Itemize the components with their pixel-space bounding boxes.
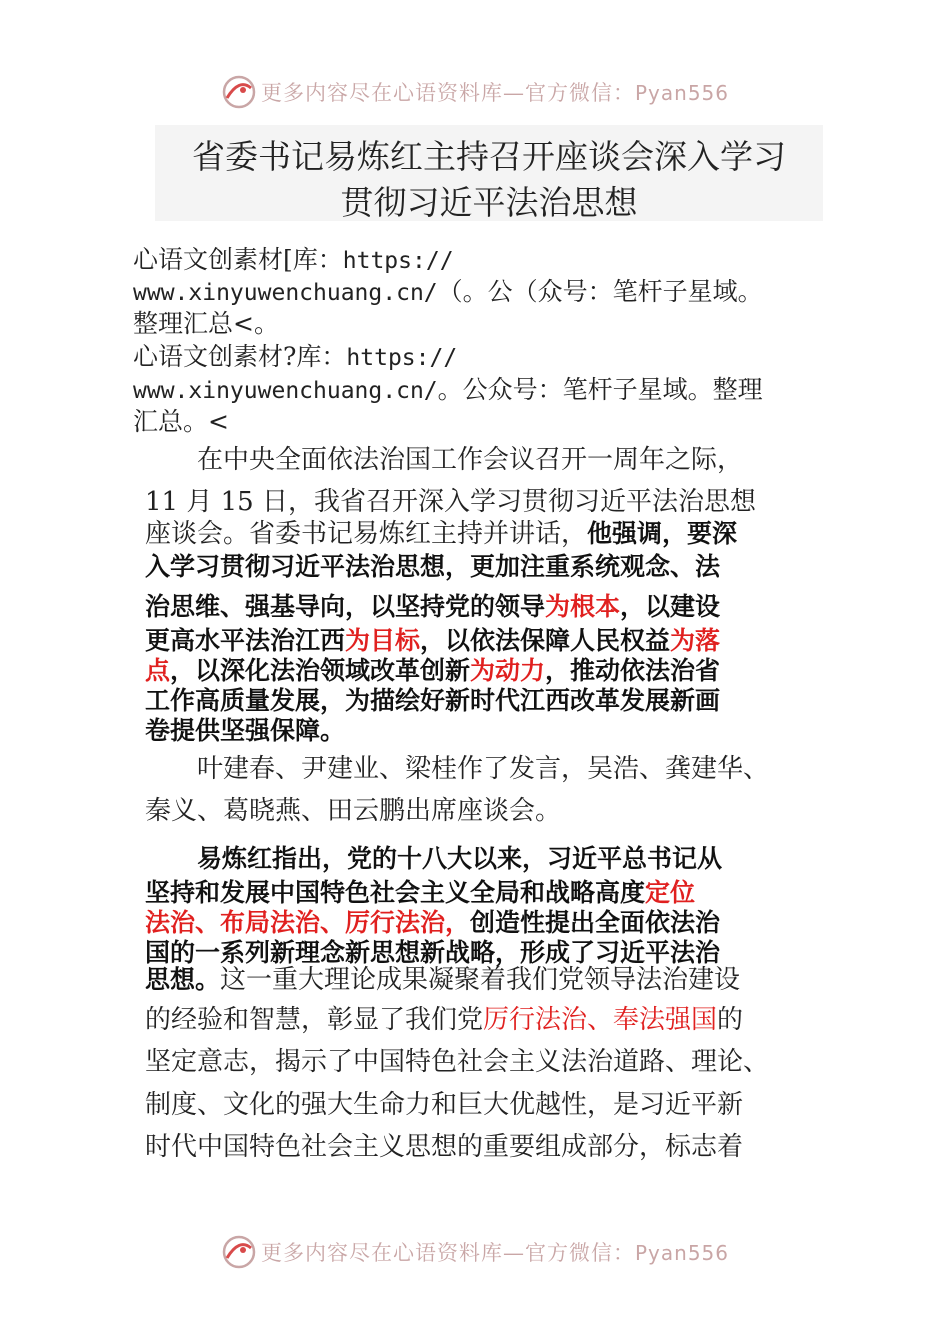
p1-line-2: 11 月 15 日，我省召开深入学习贯彻习近平法治思想 [145, 487, 756, 517]
p1-line-3: 座谈会。省委书记易炼红主持并讲话，他强调，要深 [145, 519, 738, 549]
library-logo-icon [221, 1234, 257, 1270]
source-line-2: www.xinyuwenchuang.cn/（。公（众号：笔杆子星域。 [133, 277, 763, 306]
library-logo-icon [221, 74, 257, 110]
page-title-line-2: 贯彻习近平法治思想 [340, 183, 638, 222]
header-banner [0, 72, 950, 112]
p3-line-8: 制度、文化的强大生命力和巨大优越性，是习近平新 [145, 1090, 744, 1120]
source-line-3: 整理汇总<。 [133, 309, 279, 338]
banner-text: 更多内容尽在心语资料库—官方微信：Pyan556 [260, 81, 729, 105]
p1-line-8: 工作高质量发展，为描绘好新时代江西改革发展新画 [145, 686, 721, 715]
page-title-line-1: 省委书记易炼红主持召开座谈会深入学习 [192, 137, 786, 176]
p1-line-9: 卷提供坚强保障。 [145, 716, 346, 745]
source-line-4: 心语文创素材?库：https:// [133, 342, 458, 371]
p3-line-7: 坚定意志，揭示了中国特色社会主义法治道路、理论、 [145, 1047, 770, 1077]
p3-line-5: 思想。这一重大理论成果凝聚着我们党领导法治建设 [145, 965, 741, 995]
banner-wechat-id: Pyan556 [634, 81, 729, 105]
p1-line-5: 治思维、强基导向，以坚持党的领导为根本，以建设 [145, 592, 721, 621]
banner-text: 更多内容尽在心语资料库—官方微信：Pyan556 [260, 1241, 729, 1265]
p3-line-2: 坚持和发展中国特色社会主义全局和战略高度定位 [145, 878, 696, 907]
p2-line-2: 秦义、葛晓燕、田云鹏出席座谈会。 [145, 796, 562, 826]
p2-line-1: 叶建春、尹建业、梁桂作了发言，吴浩、龚建华、 [197, 754, 770, 784]
p3-line-9: 时代中国特色社会主义思想的重要组成部分，标志着 [145, 1132, 744, 1162]
footer-banner [0, 1232, 950, 1272]
source-line-6: 汇总。< [133, 407, 229, 436]
source-line-1: 心语文创素材[库：https:// [133, 245, 454, 274]
p3-line-3: 法治、布局法治、厉行法治，创造性提出全面依法治 [145, 908, 721, 937]
p3-line-6: 的经验和智慧，彰显了我们党厉行法治、奉法强国的 [145, 1005, 744, 1035]
p1-line-1: 在中央全面依法治国工作会议召开一周年之际， [197, 445, 744, 475]
p1-line-7: 点，以深化法治领域改革创新为动力，推动依法治省 [145, 656, 721, 685]
p3-line-1: 易炼红指出，党的十八大以来，习近平总书记从 [197, 844, 723, 873]
banner-wechat-id: Pyan556 [634, 1241, 729, 1265]
p1-line-4: 入学习贯彻习近平法治思想，更加注重系统观念、法 [145, 552, 721, 581]
source-line-5: www.xinyuwenchuang.cn/。公众号：笔杆子星域。整理 [133, 375, 763, 404]
p3-line-4: 国的一系列新理念新思想新战略，形成了习近平法治 [145, 938, 721, 967]
p1-line-6: 更高水平法治江西为目标，以依法保障人民权益为落 [145, 626, 721, 655]
